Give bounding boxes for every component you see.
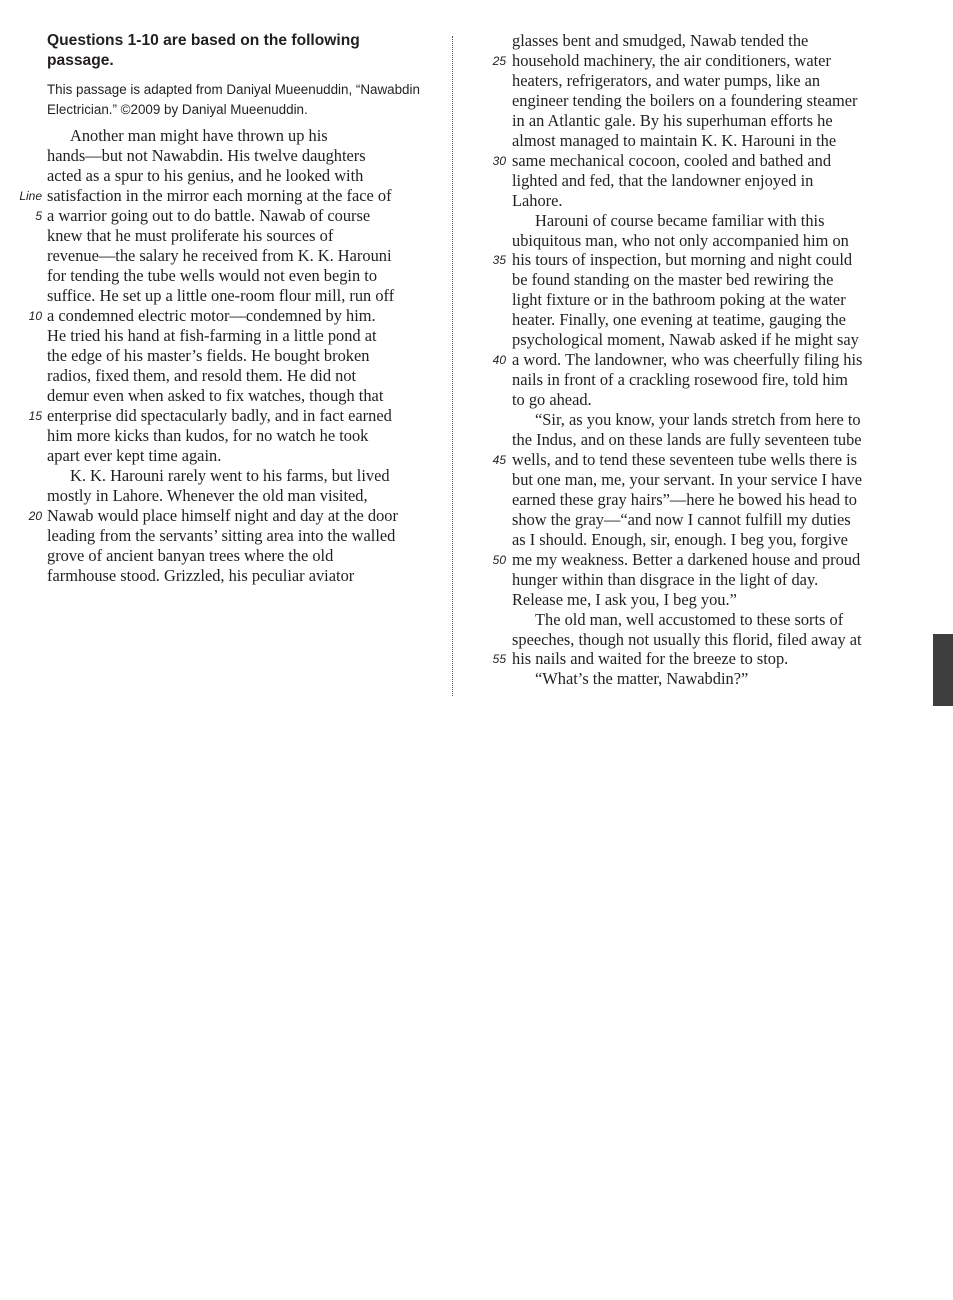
line-number <box>476 530 506 550</box>
line-number: 40 <box>492 353 506 368</box>
passage-line: Another man might have thrown up his <box>70 126 328 145</box>
passage-line: suffice. He set up a little one-room flour mill, run off <box>47 286 395 305</box>
passage-line: grove of ancient banyan trees where the old <box>47 546 334 565</box>
line-number <box>12 526 42 546</box>
line-number: 45 <box>492 452 506 467</box>
line-number <box>476 171 506 191</box>
passage-line: mostly in Lahore. Whenever the old man visited, <box>47 486 368 505</box>
passage-line: “Sir, as you know, your lands stretch from here to <box>535 410 861 430</box>
passage-line: earned these gray hairs”—here he bowed his head to <box>512 489 857 509</box>
passage-line: glasses bent and smudged, Nawab tended the <box>512 31 809 50</box>
line-number <box>12 346 42 366</box>
passage-line: ubiquitous man, who not only accompanied him on <box>512 230 849 250</box>
passage-line: psychological moment, Nawab asked if he might say <box>512 330 859 350</box>
passage-line: heaters, refrigerators, and water pumps, like an <box>512 70 821 90</box>
passage-line: hunger within than disgrace in the light of day. <box>512 569 819 589</box>
line-number <box>476 430 506 450</box>
passage-line: heater. Finally, one evening at teatime, gauging the <box>512 310 846 330</box>
passage-line: to go ahead. <box>512 390 592 410</box>
line-number <box>12 246 42 266</box>
line-number <box>12 146 42 166</box>
passage-line: knew that he must proliferate his sources of <box>47 226 334 245</box>
line-number <box>476 310 506 330</box>
passage-source: This passage is adapted from Daniyal Mueenuddin, “Nawabdin Electrician.” ©2009 by Daniyal Mueenuddin. <box>47 82 420 117</box>
line-number <box>476 570 506 590</box>
line-number <box>476 330 506 350</box>
line-number <box>12 566 42 586</box>
passage-line: Nawab would place himself night and day at the door <box>47 506 398 525</box>
passage-line: Harouni of course became familiar with this <box>535 210 825 230</box>
passage-line: almost managed to maintain K. K. Harouni in the <box>512 130 837 150</box>
line-number <box>476 290 506 310</box>
line-number <box>12 546 42 566</box>
line-number <box>12 386 42 406</box>
line-number <box>476 211 506 231</box>
line-number <box>476 590 506 610</box>
line-number: 35 <box>492 253 506 268</box>
column-divider <box>452 36 453 696</box>
line-number: 55 <box>492 652 506 667</box>
passage-line: enterprise did spectacularly badly, and in fact earned <box>47 406 392 425</box>
line-number: 25 <box>492 53 506 68</box>
passage-line: his tours of inspection, but morning and night could <box>512 250 853 270</box>
line-number: 20 <box>28 509 42 523</box>
passage-line: apart ever kept time again. <box>47 446 222 465</box>
line-number: 30 <box>492 153 506 168</box>
passage-line: in an Atlantic gale. By his superhuman efforts he <box>512 110 833 130</box>
passage-line: The old man, well accustomed to these sorts of <box>535 609 844 629</box>
line-number <box>476 470 506 490</box>
line-number <box>476 111 506 131</box>
passage-line: He tried his hand at fish-farming in a little pond at <box>47 326 377 345</box>
passage-line: Lahore. <box>512 190 563 210</box>
line-number: 50 <box>492 552 506 567</box>
line-number <box>476 510 506 530</box>
line-number <box>476 191 506 211</box>
passage-line: nails in front of a crackling rosewood fire, told him <box>512 370 848 390</box>
passage-line: a condemned electric motor—condemned by him. <box>47 306 376 325</box>
passage-line: as I should. Enough, sir, enough. I beg you, forgive <box>512 529 848 549</box>
passage-line: his nails and waited for the breeze to stop. <box>512 649 789 669</box>
line-number <box>476 410 506 430</box>
passage-line: lighted and fed, that the landowner enjoyed in <box>512 170 814 190</box>
line-number <box>476 91 506 111</box>
line-number <box>476 231 506 251</box>
passage-heading: Questions 1-10 are based on the following passage. <box>47 32 360 69</box>
line-number <box>12 266 42 286</box>
passage-line: light fixture or in the bathroom poking at the water <box>512 290 846 310</box>
line-number <box>12 486 42 506</box>
passage-line: wells, and to tend these seventeen tube wells there is <box>512 449 858 469</box>
passage-line: him more kicks than kudos, for no watch he took <box>47 426 369 445</box>
passage-line: demur even when asked to fix watches, though that <box>47 386 384 405</box>
line-number <box>476 270 506 290</box>
passage-line: K. K. Harouni rarely went to his farms, but lived <box>70 466 390 485</box>
passage-line: speeches, though not usually this florid, filed away at <box>512 629 862 649</box>
passage-line: radios, fixed them, and resold them. He did not <box>47 366 357 385</box>
line-number: 10 <box>28 309 42 323</box>
line-number: 15 <box>28 409 42 423</box>
passage-line: show the gray—“and now I cannot fulfill my duties <box>512 509 851 529</box>
line-number: 5 <box>35 209 42 223</box>
passage-line: “What’s the matter, Nawabdin?” <box>535 669 749 689</box>
line-number <box>476 669 506 689</box>
passage-line: Release me, I ask you, I beg you.” <box>512 589 737 609</box>
side-panel-tab[interactable] <box>933 634 953 706</box>
line-number <box>12 326 42 346</box>
line-number <box>12 126 42 146</box>
line-number <box>12 446 42 466</box>
passage-line: household machinery, the air conditioners, water <box>512 50 831 70</box>
passage-line: the Indus, and on these lands are fully seventeen tube <box>512 430 862 449</box>
line-number <box>476 31 506 51</box>
passage-line: farmhouse stood. Grizzled, his peculiar aviator <box>47 566 355 585</box>
passage-line: the edge of his master’s fields. He bought broken <box>47 346 370 365</box>
passage-line: leading from the servants’ sitting area into the walled <box>47 526 396 545</box>
passage-line: a word. The landowner, who was cheerfully filing his <box>512 350 863 370</box>
line-number: Line <box>19 189 42 203</box>
passage-line: acted as a spur to his genius, and he looked with <box>47 166 364 185</box>
passage-line: same mechanical cocoon, cooled and bathed and <box>512 150 832 170</box>
passage-line: revenue—the salary he received from K. K. Harouni <box>47 246 392 265</box>
passage-line: hands—but not Nawabdin. His twelve daughters <box>47 146 366 165</box>
line-number <box>476 370 506 390</box>
line-number <box>12 286 42 306</box>
line-number <box>12 226 42 246</box>
line-number <box>476 610 506 630</box>
passage-line: satisfaction in the mirror each morning at the face of <box>47 186 392 205</box>
passage-line: but one man, me, your servant. In your service I have <box>512 469 863 489</box>
line-number <box>476 71 506 91</box>
passage-line: me my weakness. Better a darkened house and proud <box>512 549 861 569</box>
passage-line: be found standing on the master bed rewiring the <box>512 270 834 290</box>
line-number <box>476 630 506 650</box>
line-number <box>476 131 506 151</box>
passage-line: for tending the tube wells would not even begin to <box>47 266 378 285</box>
line-number <box>12 426 42 446</box>
line-number <box>12 466 42 486</box>
passage-line: a warrior going out to do battle. Nawab of course <box>47 206 371 225</box>
line-number <box>476 490 506 510</box>
line-number <box>476 390 506 410</box>
line-number <box>12 166 42 186</box>
passage-line: engineer tending the boilers on a foundering steamer <box>512 90 858 110</box>
line-number <box>12 366 42 386</box>
